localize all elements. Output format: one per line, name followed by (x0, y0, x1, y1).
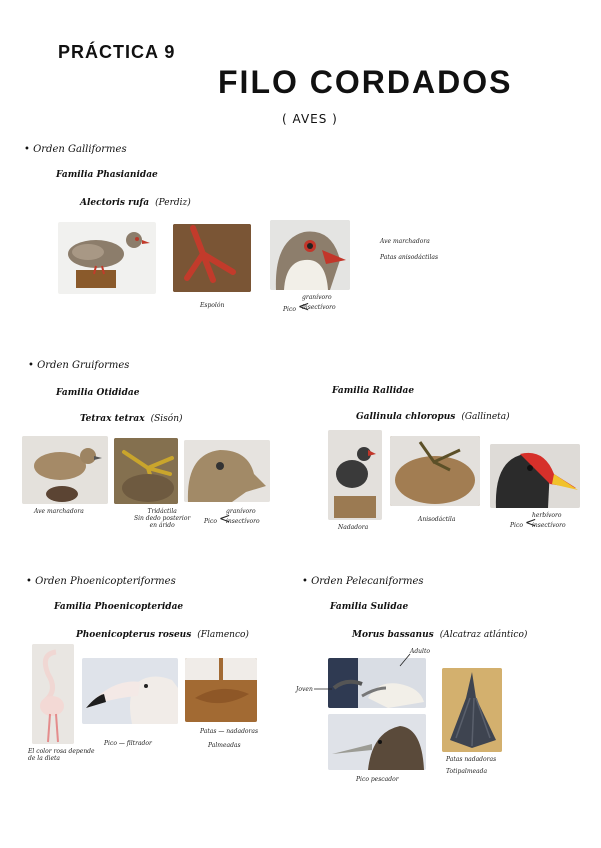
caption-line: El color rosa depende (28, 748, 95, 755)
gannet-foot-photo (442, 668, 502, 752)
family-sulidae: Familia Sulidae (330, 602, 409, 612)
species-common: (Perdiz) (155, 198, 191, 208)
order-gruiformes: • Orden Gruiformes (28, 360, 130, 371)
family-phasianidae: Familia Phasianidae (56, 170, 158, 180)
order-pelecaniformes: • Orden Pelecaniformes (302, 576, 424, 587)
beak-type-herbivoro: herbívoro (532, 512, 562, 519)
caption-sison-marchadora: Ave marchadora (34, 508, 84, 515)
practice-heading: PRÁCTICA 9 (58, 42, 176, 62)
beak-type-insectivoro: insectívoro (532, 522, 566, 529)
note-marchadora: Ave marchadora (380, 238, 430, 245)
order-phoenicopteriformes: • Orden Phoenicopteriformes (26, 576, 176, 587)
species-alectoris (80, 198, 191, 208)
beak-label: Pico (283, 306, 296, 313)
species-common: (Gallineta) (461, 412, 510, 422)
partridge-foot-photo (173, 224, 251, 292)
note-anisodactilas: Patas anisodáctilas (380, 254, 439, 261)
caption-espolon: Espolón (200, 302, 225, 309)
caption-line: en árido (149, 522, 175, 529)
label-adulto: Adulto (410, 648, 430, 655)
species-name: Alectoris rufa (80, 198, 150, 208)
gallinula-head-photo (490, 444, 580, 508)
family-otididae: Familia Otididae (56, 388, 140, 398)
caption-patas-nadadoras: Patas nadadoras (446, 756, 497, 763)
caption-pico-pescador: Pico pescador (356, 776, 399, 783)
caption-flamingo-feet: Patas — nadadoras (200, 728, 259, 735)
family-rallidae: Familia Rallidae (332, 386, 415, 396)
caption-line: de la dieta (28, 755, 61, 762)
flamingo-photo (32, 644, 74, 744)
species-phoenicopterus (76, 630, 249, 640)
beak-type-granivoro: granívoro (302, 294, 332, 301)
species-gallinula (356, 412, 510, 422)
order-galliformes: • Orden Galliformes (24, 144, 127, 155)
gannet-young-photo (328, 714, 426, 770)
beak-type-granivoro: granívoro (226, 508, 256, 515)
beak-label: Pico (510, 522, 523, 529)
gallinula-foot-photo (390, 436, 480, 506)
species-name: Tetrax tetrax (80, 414, 145, 424)
brace-icon: < (218, 511, 231, 527)
partridge-head-photo (270, 220, 350, 290)
sison-head-photo (184, 440, 270, 502)
flamingo-foot-photo (185, 658, 257, 722)
partridge-photo (58, 222, 156, 294)
label-joven: Joven (296, 686, 313, 693)
caption-flamingo-color (28, 748, 95, 762)
gallinula-photo (328, 430, 382, 520)
species-common: (Sisón) (150, 414, 183, 424)
caption-nadadora: Nadadora (338, 524, 369, 531)
pointer-line-young (314, 686, 334, 692)
species-name: Gallinula chloropus (356, 412, 456, 422)
caption-sison-foot (134, 508, 190, 529)
family-phoenicopteridae: Familia Phoenicopteridae (54, 602, 184, 612)
flamingo-beak-photo (82, 658, 178, 724)
beak-label: Pico (204, 518, 217, 525)
pointer-line-adult (398, 652, 412, 668)
species-common: (Alcatraz atlántico) (439, 630, 528, 640)
beak-type-insectivoro: insectívoro (302, 304, 336, 311)
caption-totipalmeada: Totipalmeada (446, 768, 488, 775)
caption-anisodactila: Anisodáctila (418, 516, 456, 523)
sison-photo (22, 436, 108, 504)
beak-type-insectivoro: insectívoro (226, 518, 260, 525)
page-title: FILO CORDADOS (218, 64, 513, 100)
species-tetrax (80, 414, 183, 424)
species-morus (352, 630, 527, 640)
brace-icon: < (524, 515, 537, 531)
caption-line: Sin dedo posterior (134, 515, 191, 522)
brace-icon: < (297, 299, 310, 315)
caption-flamingo-palmeadas: Palmeadas (208, 742, 241, 749)
sison-foot-photo (114, 438, 178, 504)
species-common: (Flamenco) (197, 630, 249, 640)
species-name: Morus bassanus (352, 630, 434, 640)
caption-flamingo-beak: Pico — filtrador (104, 740, 152, 747)
species-name: Phoenicopterus roseus (76, 630, 192, 640)
caption-line: Tridáctila (147, 508, 177, 515)
page-subtitle: ( AVES ) (282, 112, 338, 126)
